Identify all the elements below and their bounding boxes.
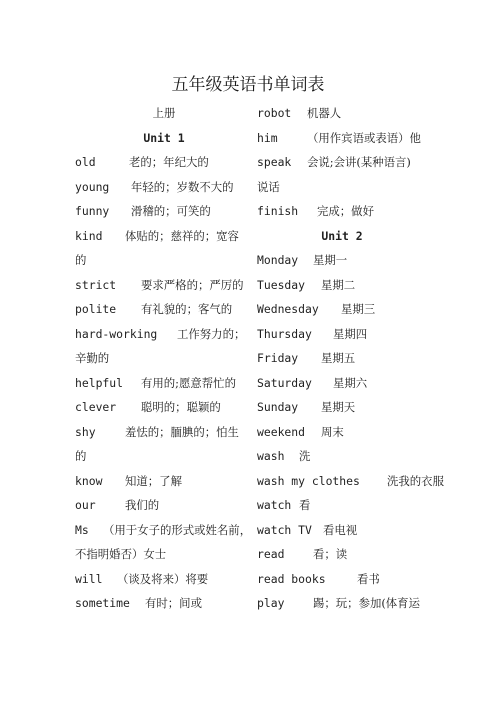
vocab-line: will （谈及将来）将要 [75,571,209,586]
page-title: 五年级英语书单词表 [171,75,325,95]
unit-heading: Unit 2 [321,228,363,243]
left-column [75,101,253,616]
vocab-line: know 知道；了解 [75,473,182,488]
vocab-line: helpful 有用的;愿意帮忙的 [75,375,236,390]
vocab-line: robot 机器人 [257,106,342,120]
vocab-line: weekend 周末 [257,424,344,439]
vocab-line: finish 完成；做好 [257,204,374,218]
vocab-line: Sunday 星期天 [257,400,356,414]
vocab-line: 辛勤的 [75,351,110,365]
vocab-line: Wednesday 星期三 [257,302,376,316]
vocab-line: 不指明婚否）女士 [75,547,167,561]
vocab-line: old 老的；年纪大的 [75,155,209,169]
vocab-line: him （用作宾语或表语）他 [257,130,421,145]
vocab-line: 的 [75,253,87,267]
vocab-line: Tuesday 星期二 [257,277,356,292]
vocab-line: hard-working 工作努力的； [75,326,246,341]
volume-heading: 上册 [152,106,176,120]
vocab-line: our 我们的 [75,498,160,512]
vocab-line: kind 体贴的；慈祥的；宽容 [75,228,239,243]
vocab-line: Monday 星期一 [257,253,348,267]
vocab-line: Friday 星期五 [257,351,356,365]
vocab-line: clever 聪明的；聪颖的 [75,400,221,414]
vocab-line: wash my clothes 洗我的衣服 [257,473,444,488]
vocab-line: Ms （用于女子的形式或姓名前， [75,522,252,537]
right-column [257,101,444,616]
vocab-line: 的 [75,449,87,463]
vocab-line: watch 看 [257,498,311,512]
vocab-line: read books 看书 [257,571,380,586]
vocab-line: Thursday 星期四 [257,326,368,341]
vocab-line: Saturday 星期六 [257,375,368,390]
vocab-line: sometime 有时；间或 [75,596,202,610]
vocab-line: 说话 [257,179,280,194]
vocab-line: shy 羞怯的；腼腆的；怕生 [75,424,239,439]
vocab-line: read 看；读 [257,547,348,561]
vocab-line: speak 会说;会讲(某种语言) [257,155,411,169]
vocab-line: play 踢；玩；参加(体育运 [257,596,420,610]
vocab-line: polite 有礼貌的；客气的 [75,302,233,316]
vocab-line: strict 要求严格的；严厉的 [75,277,244,292]
vocab-line: watch TV 看电视 [257,522,358,537]
vocab-line: funny 滑稽的；可笑的 [75,204,211,218]
vocab-line: young 年轻的；岁数不大的 [75,179,234,194]
unit-heading: Unit 1 [143,130,185,145]
vocab-line: wash 洗 [257,449,311,463]
